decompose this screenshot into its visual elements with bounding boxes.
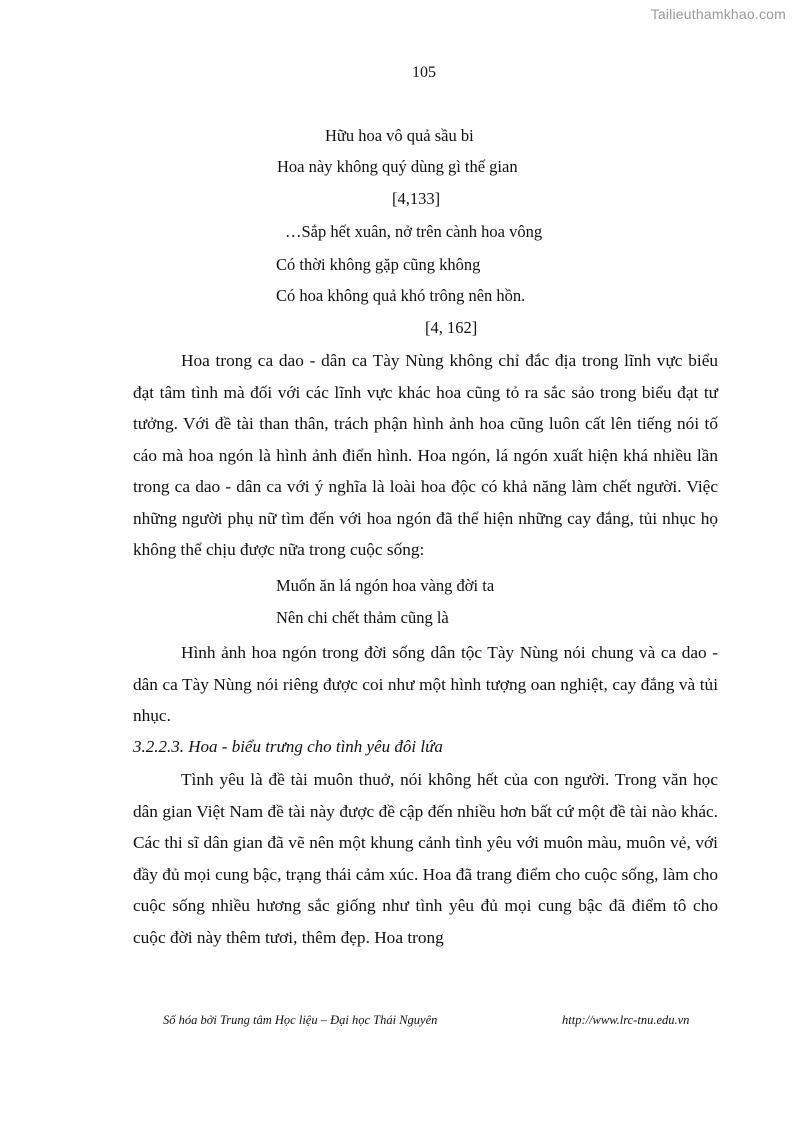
citation: [4,133] bbox=[392, 189, 441, 208]
verse-line: Muốn ăn lá ngón hoa vàng đời ta bbox=[276, 576, 495, 595]
watermark: Tailieuthamkhao.com bbox=[650, 6, 786, 22]
verse-line: Có thời không gặp cũng không bbox=[276, 255, 481, 274]
verse-line: Hữu hoa vô quả sầu bi bbox=[325, 126, 474, 145]
verse-line: Nên chi chết thảm cũng là bbox=[276, 608, 449, 627]
verse-line: Hoa này không quý dùng gì thế gian bbox=[277, 157, 518, 176]
section-heading: 3.2.2.3. Hoa - biểu trưng cho tình yêu đôi lứa bbox=[133, 737, 443, 756]
paragraph-text: Hình ảnh hoa ngón trong đời sống dân tộc Tày Nùng nói chung và ca dao - dân ca Tày Nùng nói riêng được coi như một hình tượng oan nghiệt, cay đắng và tủi nhục. bbox=[133, 643, 718, 725]
body-paragraph bbox=[133, 764, 718, 953]
paragraph-text: Hoa trong ca dao - dân ca Tày Nùng không chỉ đắc địa trong lĩnh vực biểu đạt tâm tình mà đối với các lĩnh vực khác hoa cũng tỏ ra sắc sảo trong biểu đạt tư tưởng. Với đề tài than thân, trách phận hình ảnh hoa cũng luôn cất lên tiếng nói tố cáo mà hoa ngón là hình ảnh điển hình. Hoa ngón, lá ngón xuất hiện khá nhiều lần trong ca dao - dân ca với ý nghĩa là loài hoa độc có khả năng làm chết người. Việc những người phụ nữ tìm đến với hoa ngón đã thể hiện những cay đắng, tủi nhục họ không thể chịu được nữa trong cuộc sống: bbox=[133, 351, 718, 559]
verse-line: …Sắp hết xuân, nở trên cành hoa vông bbox=[285, 222, 543, 241]
body-paragraph bbox=[133, 345, 718, 566]
page-number: 105 bbox=[412, 64, 436, 81]
footer-source: Số hóa bởi Trung tâm Học liệu – Đại học Thái Nguyên bbox=[163, 1013, 438, 1027]
citation: [4, 162] bbox=[425, 318, 478, 337]
body-paragraph bbox=[133, 637, 718, 732]
paragraph-text: Tình yêu là đề tài muôn thuở, nói không hết của con người. Trong văn học dân gian Việt Nam đề tài này được đề cập đến nhiều hơn bất cứ một đề tài nào khác. Các thi sĩ dân gian đã vẽ nên một khung cảnh tình yêu với muôn màu, muôn vẻ, với đầy đủ mọi cung bậc, trạng thái cảm xúc. Hoa đã trang điểm cho cuộc sống, làm cho cuộc sống nhiều hương sắc giống như tình yêu đủ mọi cung bậc đã điểm tô cho cuộc đời này thêm tươi, thêm đẹp. Hoa trong bbox=[133, 770, 718, 947]
footer-url[interactable]: http://www.lrc-tnu.edu.vn bbox=[562, 1013, 690, 1027]
verse-line: Có hoa không quả khó trông nên hồn. bbox=[276, 286, 526, 305]
